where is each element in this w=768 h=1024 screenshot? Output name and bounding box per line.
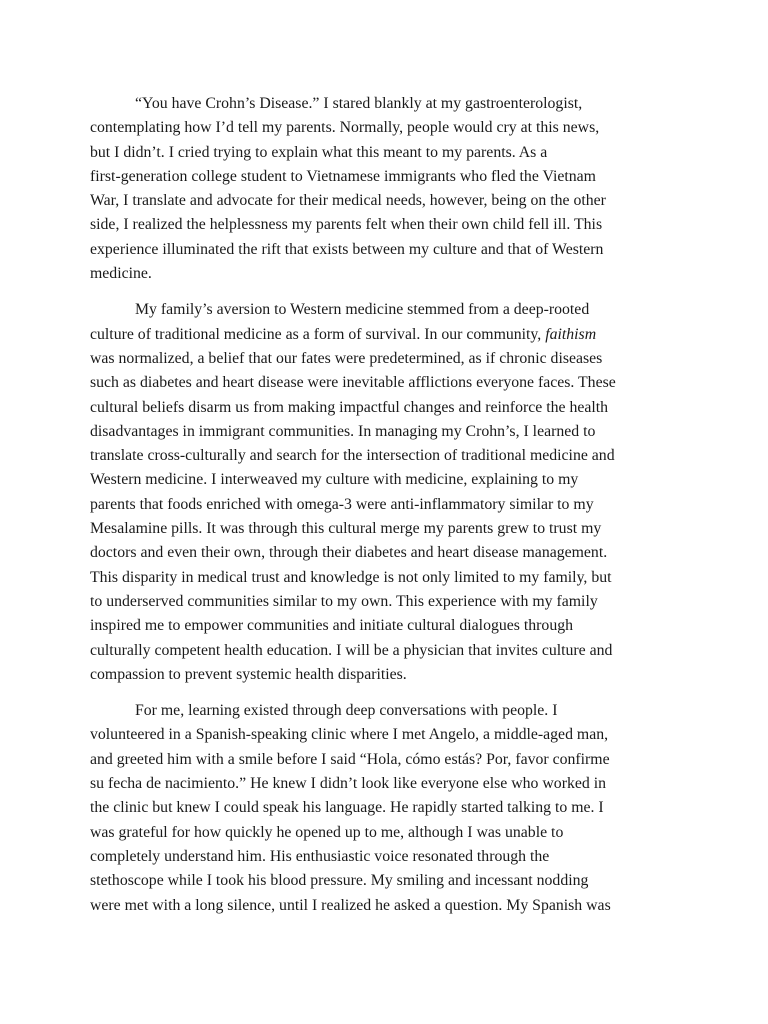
text-line: culture of traditional medicine as a form of survival. In our community, faithism <box>90 325 597 343</box>
text-line: culturally competent health education. I will be a physician that invites culture and <box>90 641 613 659</box>
text-line: completely understand him. His enthusiastic voice resonated through the <box>90 847 550 865</box>
text-line: the clinic but knew I could speak his language. He rapidly started talking to me. I <box>90 799 604 817</box>
text-line: was grateful for how quickly he opened up to me, although I was unable to <box>90 823 564 841</box>
text-line: “You have Crohn’s Disease.” I stared blankly at my gastroenterologist, <box>135 95 583 112</box>
text-line: were met with a long silence, until I realized he asked a question. My Spanish was <box>90 896 611 914</box>
paragraph-3 <box>90 699 678 918</box>
text-line: was normalized, a belief that our fates were predetermined, as if chronic diseases <box>90 349 603 367</box>
paragraph-2 <box>90 298 678 687</box>
text-line: cultural beliefs disarm us from making impactful changes and reinforce the health <box>90 398 609 416</box>
text-line: side, I realized the helplessness my parents felt when their own child fell ill. This <box>90 216 603 234</box>
text-line: volunteered in a Spanish-speaking clinic where I met Angelo, a middle-aged man, <box>90 726 609 744</box>
text-line: first-generation college student to Vietnamese immigrants who fled the Vietnam <box>90 167 596 185</box>
text-line: This disparity in medical trust and knowledge is not only limited to my family, but <box>90 568 612 586</box>
text-line: and greeted him with a smile before I said “Hola, cómo estás? Por, favor confirme <box>90 750 610 768</box>
text-line: such as diabetes and heart disease were inevitable afflictions everyone faces. These <box>90 374 616 392</box>
text-line: Western medicine. I interweaved my culture with medicine, explaining to my <box>90 471 579 489</box>
text-line: parents that foods enriched with omega-3 were anti-inflammatory similar to my <box>90 495 594 513</box>
italic-term: faithism <box>545 325 597 343</box>
text-line: to underserved communities similar to my own. This experience with my family <box>90 592 598 610</box>
text-line: Mesalamine pills. It was through this cultural merge my parents grew to trust my <box>90 520 602 538</box>
text-line: disadvantages in immigrant communities. In managing my Crohn’s, I learned to <box>90 422 596 440</box>
text-line: contemplating how I’d tell my parents. Normally, people would cry at this news, <box>90 119 600 137</box>
text-line: inspired me to empower communities and initiate cultural dialogues through <box>90 617 574 635</box>
text-line: doctors and even their own, through their diabetes and heart disease management. <box>90 544 608 562</box>
text-line: experience illuminated the rift that exists between my culture and that of Western <box>90 240 604 258</box>
text-line: medicine. <box>90 265 152 283</box>
essay-body <box>90 92 678 930</box>
text-line: su fecha de nacimiento.” He knew I didn’t look like everyone else who worked in <box>90 775 607 793</box>
paragraph-1 <box>90 92 678 286</box>
text-line: stethoscope while I took his blood pressure. My smiling and incessant nodding <box>90 872 589 890</box>
text-line: For me, learning existed through deep conversations with people. I <box>135 702 558 720</box>
text-line: My family’s aversion to Western medicine stemmed from a deep-rooted <box>135 301 590 319</box>
text-line: compassion to prevent systemic health disparities. <box>90 665 407 683</box>
text-line: translate cross-culturally and search for the intersection of traditional medicine and <box>90 447 615 465</box>
text-line: War, I translate and advocate for their medical needs, however, being on the other <box>90 192 606 210</box>
text-line: but I didn’t. I cried trying to explain what this meant to my parents. As a <box>90 143 548 161</box>
